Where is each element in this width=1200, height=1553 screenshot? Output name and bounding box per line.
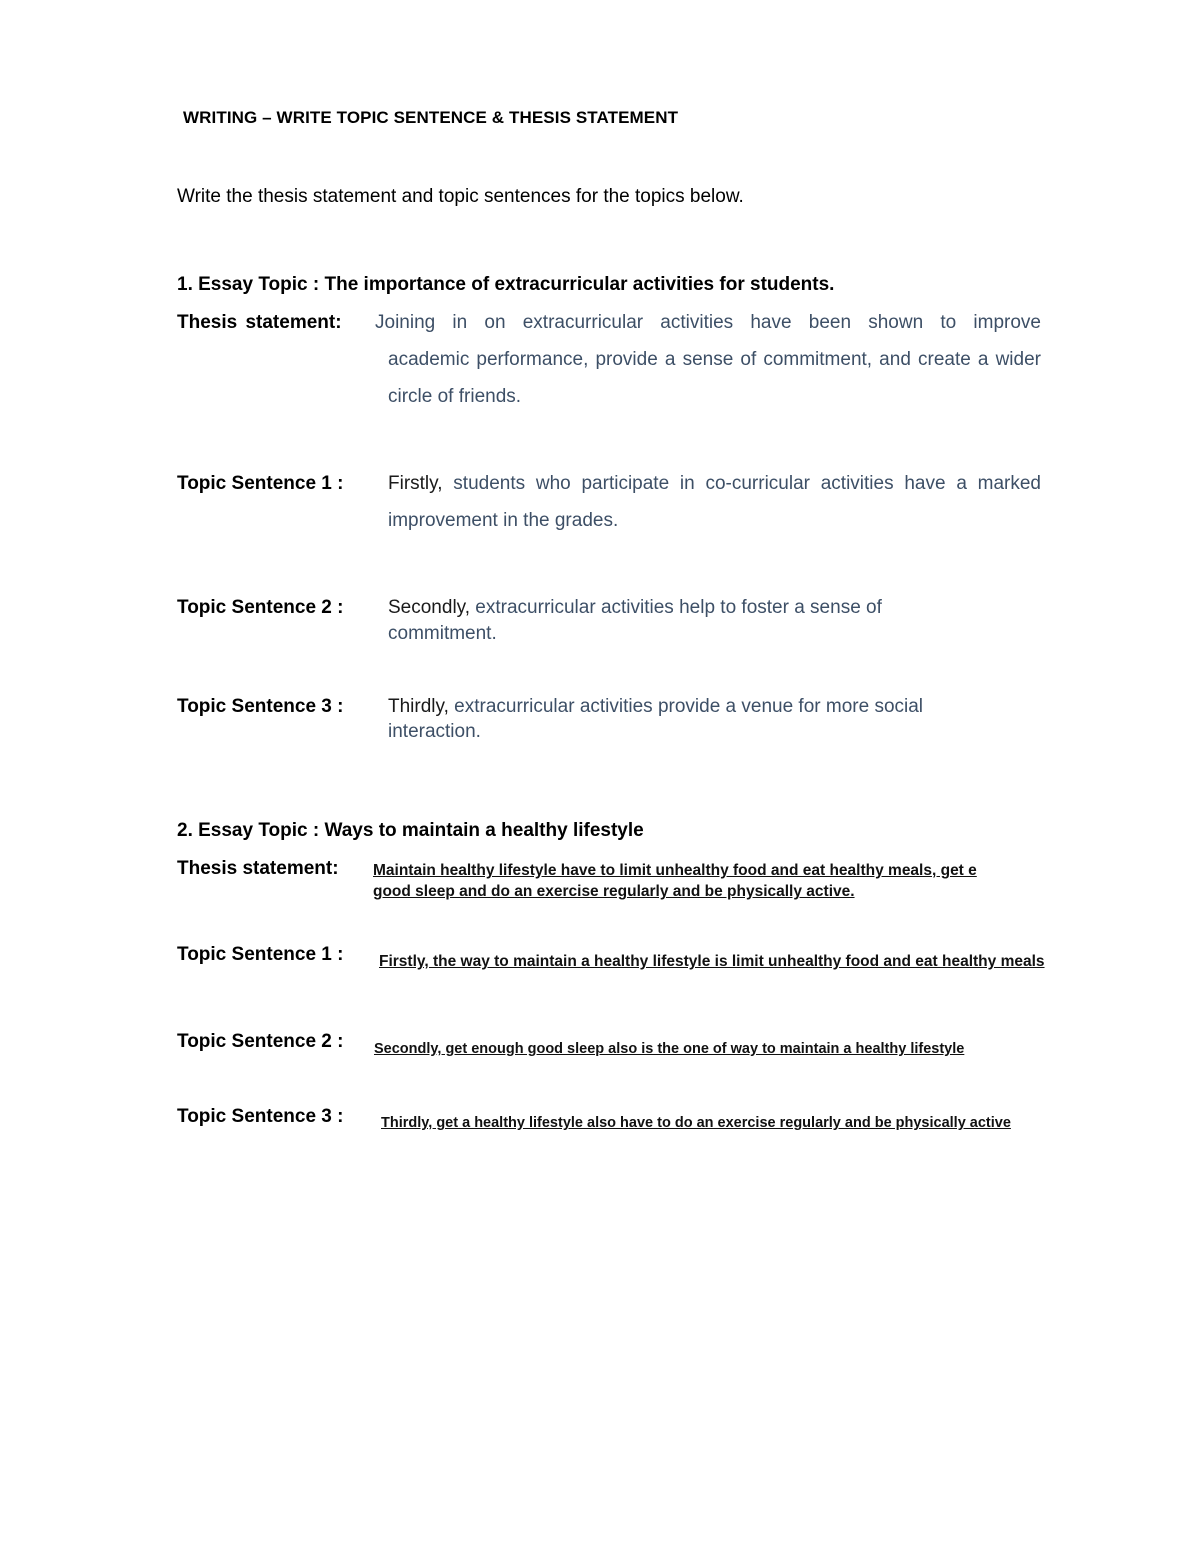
topic1-ts3-label: Topic Sentence 3 :: [177, 696, 344, 717]
topic2-thesis-line1: Maintain healthy lifestyle have to limit unhealthy food and eat healthy meals, get e: [373, 862, 977, 879]
topic1-thesis-line1: Joining in on extracurricular activities have been shown to improve: [375, 312, 1041, 333]
topic1-ts1-answer: [388, 465, 1041, 539]
topic1-ts1-lead: Firstly,: [388, 473, 443, 494]
essay-topic-2-heading: 2. Essay Topic : Ways to maintain a healthy lifestyle: [177, 820, 644, 841]
topic1-ts3-line1: [388, 696, 923, 718]
topic1-thesis-label: Thesis statement:: [177, 312, 342, 333]
instruction-text: Write the thesis statement and topic sentences for the topics below.: [177, 186, 744, 207]
topic1-thesis-rest: academic performance, provide a sense of commitment, and create a wider circle of friends.: [388, 349, 1041, 407]
topic2-thesis-line2: good sleep and do an exercise regularly and be physically active.: [373, 883, 855, 900]
essay-topic-1-heading: 1. Essay Topic : The importance of extracurricular activities for students.: [177, 274, 835, 295]
topic1-ts2-lead: Secondly,: [388, 597, 471, 618]
topic2-ts3-answer: Thirdly, get a healthy lifestyle also have to do an exercise regularly and be physically active: [381, 1115, 1011, 1131]
topic1-ts3-text: extracurricular activities provide a venue for more social: [448, 696, 924, 717]
topic2-ts3-label: Topic Sentence 3 :: [177, 1106, 344, 1127]
worksheet-title: WRITING – WRITE TOPIC SENTENCE & THESIS STATEMENT: [183, 108, 679, 127]
topic2-ts1-answer: Firstly, the way to maintain a healthy lifestyle is limit unhealthy food and eat healthy meals: [379, 953, 1045, 970]
topic1-ts3-line2: interaction.: [388, 721, 481, 742]
topic2-thesis-label: Thesis statement:: [177, 858, 339, 879]
topic2-ts1-label: Topic Sentence 1 :: [177, 944, 344, 965]
topic1-ts1-label: Topic Sentence 1 :: [177, 473, 344, 494]
topic1-ts2-line1: [388, 597, 882, 619]
topic2-ts2-answer: Secondly, get enough good sleep also is the one of way to maintain a healthy lifestyle: [374, 1041, 965, 1057]
topic1-ts1-text: students who participate in co-curricular activities have a marked improvement in the grades.: [388, 473, 1041, 531]
topic1-ts3-lead: Thirdly,: [388, 696, 449, 717]
topic1-ts2-text: extracurricular activities help to foster a sense of: [470, 597, 882, 618]
topic1-ts2-line2: commitment.: [388, 623, 497, 644]
topic1-ts2-label: Topic Sentence 2 :: [177, 597, 344, 618]
topic2-ts2-label: Topic Sentence 2 :: [177, 1031, 344, 1052]
